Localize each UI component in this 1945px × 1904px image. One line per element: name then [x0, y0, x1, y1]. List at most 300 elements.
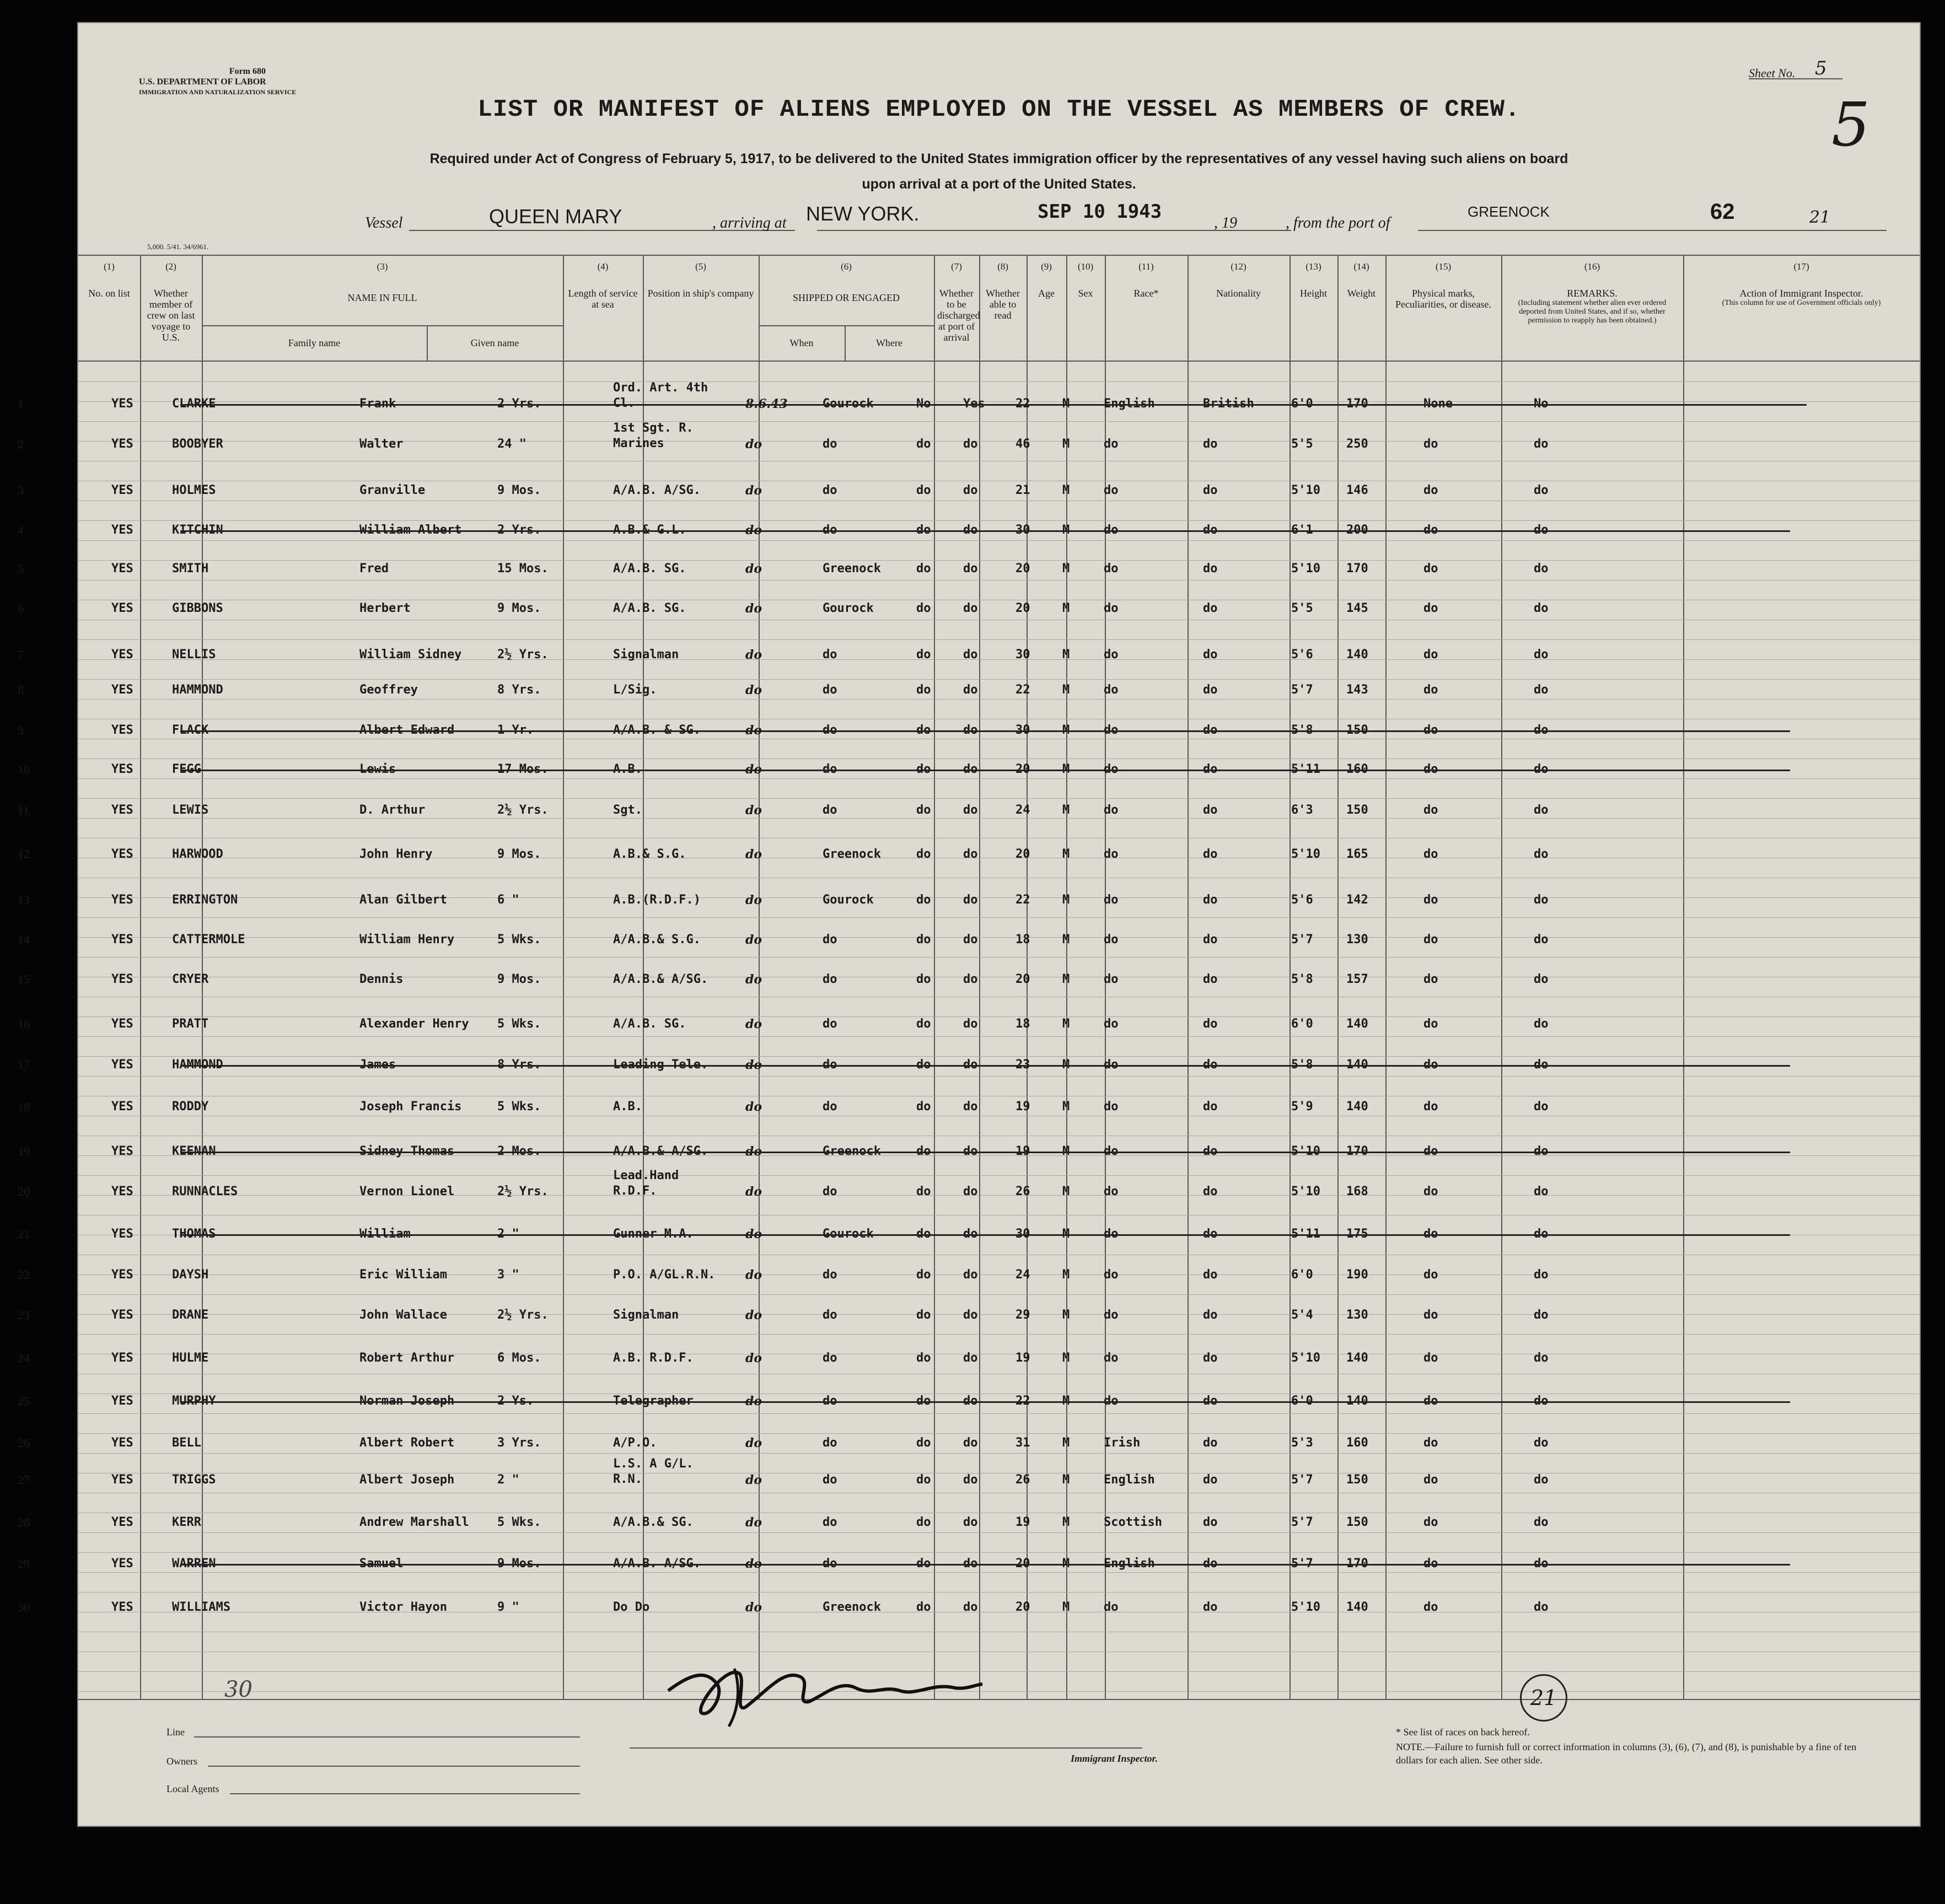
cell-where: do — [823, 1473, 837, 1487]
cell-when: do — [745, 1394, 762, 1408]
cell-remarks: do — [1534, 601, 1549, 615]
cell-when: do — [745, 601, 762, 616]
cell-position: A/A.B. SG. — [613, 1017, 686, 1031]
cell-length: 8 Yrs. — [497, 683, 541, 697]
cell-when: do — [745, 1473, 762, 1487]
cell-weight: 140 — [1346, 1600, 1368, 1614]
column-number: (8) — [997, 261, 1008, 272]
cell-discharged: do — [916, 437, 931, 451]
cell-last: YES — [111, 1515, 133, 1529]
cell-height: 5'9 — [1291, 1100, 1313, 1114]
cell-sex: M — [1062, 893, 1070, 907]
cell-sex: M — [1062, 1351, 1070, 1365]
cell-read: do — [963, 1557, 978, 1570]
cell-marks: do — [1423, 1268, 1438, 1282]
cell-family: RUNNACLES — [172, 1185, 238, 1198]
cell-remarks: do — [1534, 1473, 1549, 1487]
cell-race: do — [1104, 1600, 1119, 1614]
cell-weight: 145 — [1346, 601, 1368, 615]
local-agents-label: Local Agents — [166, 1783, 219, 1794]
cell-race: do — [1104, 437, 1119, 451]
cell-length: 9 Mos. — [497, 1557, 541, 1570]
cell-where: do — [823, 1185, 837, 1198]
cell-sex: M — [1062, 762, 1070, 776]
cell-age: 24 — [1016, 803, 1030, 817]
cell-no: 25 — [18, 1394, 30, 1408]
strike-through — [180, 1065, 1790, 1067]
column-header: Race* — [1133, 288, 1159, 299]
cell-where: do — [823, 683, 837, 697]
cell-position: Signalman — [613, 1308, 679, 1322]
cell-discharged: do — [916, 1100, 931, 1114]
cell-height: 6'0 — [1291, 1394, 1313, 1408]
cell-sex: M — [1062, 1436, 1070, 1450]
cell-weight: 190 — [1346, 1268, 1368, 1282]
departure-port: GREENOCK — [1468, 203, 1550, 220]
cell-marks: do — [1423, 972, 1438, 986]
cell-age: 24 — [1016, 1268, 1030, 1282]
cell-height: 5'10 — [1291, 847, 1320, 861]
cell-sex: M — [1062, 1600, 1070, 1614]
cell-race: do — [1104, 972, 1119, 986]
cell-marks: do — [1423, 1144, 1438, 1158]
cell-given: Herbert — [359, 601, 411, 615]
cell-nationality: do — [1203, 562, 1218, 575]
cell-discharged: do — [916, 723, 931, 737]
cell-sex: M — [1062, 1557, 1070, 1570]
cell-age: 22 — [1016, 683, 1030, 697]
cell-age: 21 — [1016, 483, 1030, 497]
cell-length: 5 Wks. — [497, 933, 541, 946]
subtitle-line-1: Required under Act of Congress of February 5, 1917, to be delivered to the United States immigration officer by the representatives of any vessel having such aliens on board — [429, 151, 1568, 166]
cell-last: YES — [111, 562, 133, 575]
cell-where: do — [823, 1268, 837, 1282]
cell-given: D. Arthur — [359, 803, 426, 817]
cell-discharged: do — [916, 1058, 931, 1072]
cell-where: do — [823, 1308, 837, 1322]
cell-sex: M — [1062, 1058, 1070, 1072]
cell-length: 2½ Yrs. — [497, 1308, 549, 1322]
strike-through — [180, 1401, 1790, 1403]
cell-sex: M — [1062, 1308, 1070, 1322]
cell-position: Ord. Art. 4th Cl. — [613, 381, 708, 410]
cell-discharged: do — [916, 1557, 931, 1570]
margin-note: 21 — [1809, 208, 1831, 227]
cell-weight: 160 — [1346, 762, 1368, 776]
cell-position: A.B. — [613, 1100, 642, 1114]
cell-race: English — [1104, 1473, 1155, 1487]
cell-read: do — [963, 601, 978, 615]
cell-when: do — [745, 562, 762, 576]
cell-family: SMITH — [172, 562, 209, 575]
cell-race: English — [1104, 1557, 1155, 1570]
cell-length: 2 Yrs. — [497, 523, 541, 537]
cell-sex: M — [1062, 803, 1070, 817]
cell-weight: 160 — [1346, 1436, 1368, 1450]
manifest-sheet — [18, 22, 1921, 1827]
cell-age: 22 — [1016, 397, 1030, 411]
cell-when: do — [745, 847, 762, 862]
page-number-mark: 5 — [1831, 89, 1870, 160]
cell-given: Albert Joseph — [359, 1473, 455, 1487]
cell-given: Fred — [359, 562, 389, 575]
cell-no: 19 — [18, 1144, 30, 1158]
cell-last: YES — [111, 893, 133, 907]
cell-where: Greenock — [823, 847, 881, 861]
cell-weight: 165 — [1346, 847, 1368, 861]
cell-when: do — [745, 1351, 762, 1365]
cell-nationality: do — [1203, 1351, 1218, 1365]
cell-discharged: do — [916, 933, 931, 946]
cell-height: 5'6 — [1291, 893, 1313, 907]
arrival-port: NEW YORK. — [806, 202, 920, 225]
cell-height: 5'11 — [1291, 762, 1320, 776]
cell-family: HAMMOND — [172, 683, 223, 697]
cell-read: do — [963, 893, 978, 907]
cell-family: ERRINGTON — [172, 893, 238, 907]
voyage-number: 62 — [1710, 200, 1735, 224]
cell-when: do — [745, 803, 762, 817]
cell-where: Gourock — [823, 1227, 874, 1241]
strike-through — [180, 530, 1790, 532]
cell-remarks: do — [1534, 1100, 1549, 1114]
cell-position: 1st Sgt. R. Marines — [613, 421, 694, 450]
column-number: (15) — [1435, 261, 1452, 272]
strike-through — [180, 1152, 1790, 1153]
cell-read: do — [963, 1185, 978, 1198]
cell-sex: M — [1062, 483, 1070, 497]
cell-marks: do — [1423, 683, 1438, 697]
cell-remarks: do — [1534, 1227, 1549, 1241]
strike-through — [180, 404, 1807, 406]
cell-marks: do — [1423, 562, 1438, 575]
cell-weight: 140 — [1346, 1017, 1368, 1031]
cell-sex: M — [1062, 648, 1070, 661]
cell-length: 2½ Yrs. — [497, 803, 549, 817]
cell-remarks: do — [1534, 933, 1549, 946]
cell-read: do — [963, 562, 978, 575]
cell-where: Greenock — [823, 1600, 881, 1614]
cell-read: do — [963, 1436, 978, 1450]
cell-when: do — [745, 1227, 762, 1241]
cell-nationality: do — [1203, 1227, 1218, 1241]
cell-discharged: No — [916, 397, 931, 411]
cell-where: do — [823, 1100, 837, 1114]
cell-no: 10 — [18, 762, 30, 776]
cell-no: 3 — [18, 483, 24, 497]
cell-weight: 150 — [1346, 1473, 1368, 1487]
cell-nationality: do — [1203, 601, 1218, 615]
cell-given: Albert Edward — [359, 723, 455, 737]
cell-given: Lewis — [359, 762, 396, 776]
printing-code: 5,000. 5/41. 34/6961. — [147, 243, 209, 251]
inspector-signature — [657, 1652, 988, 1729]
cell-race: do — [1104, 1394, 1119, 1408]
cell-nationality: British — [1203, 397, 1254, 411]
cell-position: Telegrapher — [613, 1394, 694, 1408]
service: IMMIGRATION AND NATURALIZATION SERVICE — [139, 88, 297, 96]
cell-race: do — [1104, 683, 1119, 697]
cell-length: 5 Wks. — [497, 1100, 541, 1114]
cell-read: do — [963, 1600, 978, 1614]
cell-read: do — [963, 723, 978, 737]
cell-nationality: do — [1203, 847, 1218, 861]
cell-weight: 140 — [1346, 1394, 1368, 1408]
cell-length: 3 Yrs. — [497, 1436, 541, 1450]
cell-sex: M — [1062, 1515, 1070, 1529]
cell-when: do — [745, 483, 762, 498]
cell-race: Scottish — [1104, 1515, 1162, 1529]
cell-discharged: do — [916, 972, 931, 986]
column-number: (7) — [951, 261, 962, 272]
cell-length: 8 Yrs. — [497, 1058, 541, 1072]
cell-family: LEWIS — [172, 803, 209, 817]
cell-no: 26 — [18, 1436, 30, 1450]
owners-label: Owners — [166, 1756, 197, 1767]
cell-family: CATTERMOLE — [172, 933, 245, 946]
cell-nationality: do — [1203, 683, 1218, 697]
cell-marks: do — [1423, 1017, 1438, 1031]
cell-when: do — [745, 1515, 762, 1530]
cell-nationality: do — [1203, 1308, 1218, 1322]
cell-age: 19 — [1016, 1144, 1030, 1158]
cell-given: Norman Joseph — [359, 1394, 455, 1408]
cell-nationality: do — [1203, 1100, 1218, 1114]
cell-where: do — [823, 1394, 837, 1408]
cell-family: WILLIAMS — [172, 1600, 230, 1614]
cell-when: do — [745, 1600, 762, 1615]
cell-where: do — [823, 1058, 837, 1072]
cell-height: 5'10 — [1291, 1351, 1320, 1365]
cell-position: A/A.B.& S.G. — [613, 933, 701, 946]
cell-race: do — [1104, 1058, 1119, 1072]
strike-through — [180, 1564, 1790, 1566]
cell-where: do — [823, 762, 837, 776]
cell-given: William Sidney — [359, 648, 462, 661]
cell-no: 12 — [18, 847, 30, 861]
cell-height: 5'3 — [1291, 1436, 1313, 1450]
cell-where: do — [823, 1017, 837, 1031]
cell-no: 21 — [18, 1227, 30, 1241]
cell-position: A/A.B.& A/SG. — [613, 1144, 708, 1158]
cell-family: CLARKE — [172, 397, 216, 411]
strike-through — [180, 1234, 1790, 1236]
cell-sex: M — [1062, 933, 1070, 946]
column-number: (9) — [1041, 261, 1052, 272]
cell-where: Gourock — [823, 601, 874, 615]
cell-nationality: do — [1203, 1557, 1218, 1570]
cell-no: 29 — [18, 1557, 30, 1570]
cell-last: YES — [111, 1351, 133, 1365]
cell-remarks: do — [1534, 1058, 1549, 1072]
cell-position: Gunner M.A. — [613, 1227, 694, 1241]
cell-read: do — [963, 437, 978, 451]
cell-discharged: do — [916, 1436, 931, 1450]
cell-age: 30 — [1016, 723, 1030, 737]
cell-weight: 250 — [1346, 437, 1368, 451]
cell-sex: M — [1062, 1227, 1070, 1241]
cell-family: KITCHIN — [172, 523, 223, 537]
column-header: Length of service at sea — [568, 288, 638, 310]
cell-weight: 175 — [1346, 1227, 1368, 1241]
cell-read: do — [963, 1515, 978, 1529]
cell-where: do — [823, 1351, 837, 1365]
cell-weight: 140 — [1346, 1351, 1368, 1365]
column-number: (1) — [104, 261, 115, 272]
cell-when: 8.6.43 — [745, 397, 788, 411]
cell-read: do — [963, 1058, 978, 1072]
cell-nationality: do — [1203, 972, 1218, 986]
inspector-label: Immigrant Inspector. — [1071, 1753, 1158, 1764]
cell-family: FLACK — [172, 723, 209, 737]
cell-where: Gourock — [823, 397, 874, 411]
cell-age: 20 — [1016, 847, 1030, 861]
cell-no: 22 — [18, 1268, 30, 1282]
cell-last: YES — [111, 1308, 133, 1322]
cell-length: 17 Mos. — [497, 762, 549, 776]
cell-marks: do — [1423, 648, 1438, 661]
cell-race: do — [1104, 1268, 1119, 1282]
cell-weight: 146 — [1346, 483, 1368, 497]
cell-height: 5'10 — [1291, 1144, 1320, 1158]
cell-given: Granville — [359, 483, 426, 497]
cell-age: 20 — [1016, 762, 1030, 776]
cell-remarks: do — [1534, 1144, 1549, 1158]
cell-position: A.B.& S.G. — [613, 847, 686, 861]
cell-height: 5'10 — [1291, 1600, 1320, 1614]
cell-discharged: do — [916, 1144, 931, 1158]
cell-no: 27 — [18, 1473, 30, 1487]
cell-length: 5 Wks. — [497, 1017, 541, 1031]
cell-last: YES — [111, 847, 133, 861]
cell-age: 26 — [1016, 1473, 1030, 1487]
cell-no: 18 — [18, 1100, 30, 1114]
column-subheader: Given name — [470, 337, 519, 348]
cell-marks: do — [1423, 1058, 1438, 1072]
cell-last: YES — [111, 1227, 133, 1241]
cell-sex: M — [1062, 1394, 1070, 1408]
cell-sex: M — [1062, 723, 1070, 737]
cell-weight: 157 — [1346, 972, 1368, 986]
cell-weight: 170 — [1346, 562, 1368, 575]
cell-when: do — [745, 1144, 762, 1159]
cell-race: do — [1104, 847, 1119, 861]
cell-remarks: do — [1534, 893, 1549, 907]
cell-given: Frank — [359, 397, 396, 411]
cell-sex: M — [1062, 1268, 1070, 1282]
column-header: REMARKS. — [1567, 288, 1618, 299]
cell-marks: do — [1423, 1308, 1438, 1322]
cell-given: Geoffrey — [359, 683, 418, 697]
cell-sex: M — [1062, 1017, 1070, 1031]
column-subheader: Family name — [288, 337, 341, 348]
vessel-name: QUEEN MARY — [489, 205, 622, 228]
cell-read: do — [963, 1473, 978, 1487]
cell-remarks: do — [1534, 1557, 1549, 1570]
cell-no: 14 — [18, 933, 30, 946]
cell-where: do — [823, 523, 837, 537]
column-header: Weight — [1347, 288, 1376, 299]
cell-height: 5'6 — [1291, 648, 1313, 661]
fine-note: NOTE.—Failure to furnish full or correct information in columns (3), (6), (7), and (8), is punishable by a fine of ten dollars for each alien. See other side. — [1396, 1741, 1857, 1766]
arrival-date: SEP 10 1943 — [1038, 201, 1162, 223]
cell-remarks: do — [1534, 683, 1549, 697]
cell-given: Robert Arthur — [359, 1351, 455, 1365]
cell-remarks: do — [1534, 1394, 1549, 1408]
column-header: Whether member of crew on last voyage to U.S. — [147, 288, 195, 343]
cell-position: Sgt. — [613, 803, 642, 817]
cell-read: do — [963, 1227, 978, 1241]
cell-read: do — [963, 1308, 978, 1322]
cell-age: 46 — [1016, 437, 1030, 451]
cell-race: do — [1104, 1144, 1119, 1158]
cell-read: do — [963, 1100, 978, 1114]
cell-when: do — [745, 1185, 762, 1199]
cell-given: Walter — [359, 437, 404, 451]
cell-discharged: do — [916, 562, 931, 575]
cell-race: do — [1104, 1017, 1119, 1031]
cell-age: 18 — [1016, 1017, 1030, 1031]
cell-weight: 170 — [1346, 1557, 1368, 1570]
cell-last: YES — [111, 483, 133, 497]
cell-last: YES — [111, 1473, 133, 1487]
cell-length: 2 Ys. — [497, 1394, 534, 1408]
cell-marks: do — [1423, 933, 1438, 946]
cell-nationality: do — [1203, 803, 1218, 817]
cell-nationality: do — [1203, 1017, 1218, 1031]
cell-weight: 200 — [1346, 523, 1368, 537]
cell-last: YES — [111, 397, 133, 411]
cell-height: 5'7 — [1291, 1557, 1313, 1570]
cell-family: HARWOOD — [172, 847, 223, 861]
cell-marks: do — [1423, 1394, 1438, 1408]
cell-race: do — [1104, 1185, 1119, 1198]
cell-height: 5'5 — [1291, 601, 1313, 615]
cell-height: 5'10 — [1291, 1185, 1320, 1198]
cell-nationality: do — [1203, 1394, 1218, 1408]
cell-length: 2½ Yrs. — [497, 1185, 549, 1198]
column-number: (14) — [1353, 261, 1369, 272]
cell-marks: do — [1423, 1185, 1438, 1198]
cell-nationality: do — [1203, 933, 1218, 946]
cell-length: 9 " — [497, 1600, 519, 1614]
cell-no: 30 — [18, 1600, 30, 1614]
cell-last: YES — [111, 683, 133, 697]
cell-height: 6'1 — [1291, 523, 1313, 537]
cell-no: 20 — [18, 1185, 30, 1198]
column-subheader: Where — [876, 337, 902, 348]
cell-given: Eric William — [359, 1268, 447, 1282]
cell-no: 2 — [18, 437, 24, 451]
column-number: (4) — [597, 261, 609, 272]
cell-where: do — [823, 1436, 837, 1450]
cell-given: Joseph Francis — [359, 1100, 462, 1114]
cell-age: 19 — [1016, 1100, 1030, 1114]
column-number: (3) — [377, 261, 388, 272]
cell-position: Do Do — [613, 1600, 650, 1614]
cell-family: HULME — [172, 1351, 209, 1365]
cell-family: BELL — [172, 1436, 201, 1450]
cell-last: YES — [111, 1144, 133, 1158]
cell-remarks: do — [1534, 1308, 1549, 1322]
cell-no: 4 — [18, 523, 24, 537]
cell-age: 20 — [1016, 1557, 1030, 1570]
cell-height: 6'0 — [1291, 1017, 1313, 1031]
cell-height: 5'7 — [1291, 1473, 1313, 1487]
cell-sex: M — [1062, 397, 1070, 411]
cell-no: 24 — [18, 1351, 30, 1365]
cell-where: do — [823, 1515, 837, 1529]
